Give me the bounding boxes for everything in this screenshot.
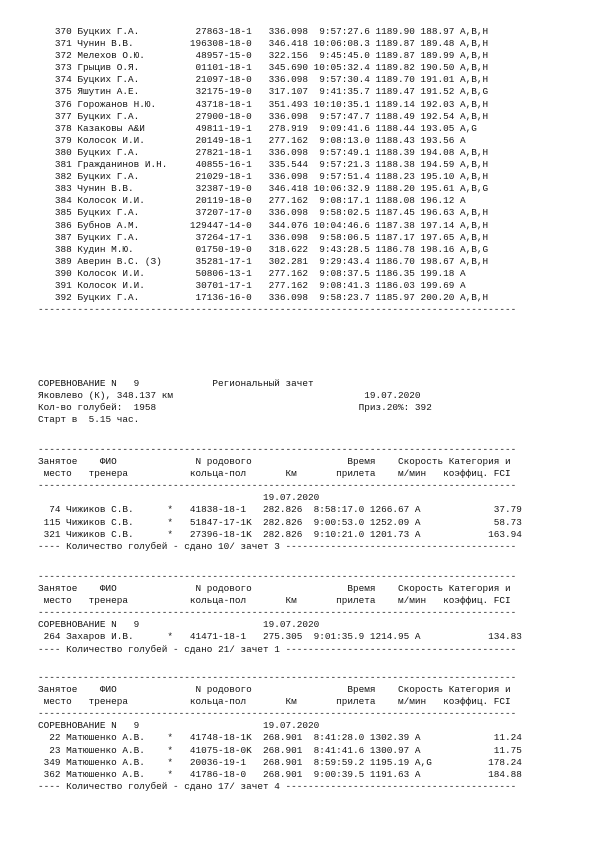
result-row: 384 Колосок И.И. 20119-18-0 277.162 9:08:17.1 1188.08 196.12 A xyxy=(38,195,466,207)
table-line: 23 Матюшенко А.В. * 41075-18-0K 268.901 8:41:41.6 1300.97 A 11.75 xyxy=(38,744,522,756)
pigeon-count: Кол-во голубей: 1958 Приз.20%: 392 xyxy=(38,402,432,414)
table-line: место тренера кольца-пол Км прилета м/мин коэффиц. FCI xyxy=(38,696,511,708)
table-line: 19.07.2020 xyxy=(38,492,320,504)
result-row: 383 Чунин В.В. 32387-19-0 346.418 10:06:32.9 1188.20 195.61 A,B,G xyxy=(38,183,489,195)
result-row: 379 Колосок И.И. 20149-18-1 277.162 9:08:13.0 1188.43 193.56 A xyxy=(38,134,466,146)
separator-line: ------------------------------------------------------------------------------------- xyxy=(38,571,517,582)
table-line: Занятое ФИО N родового Время Скорость Категория и xyxy=(38,583,511,595)
competition-location: Яковлево (К), 348.137 км 19.07.2020 xyxy=(38,390,421,402)
table-line: 362 Матюшенко А.В. * 41786-18-0 268.901 9:00:39.5 1191.63 A 184.88 xyxy=(38,768,522,780)
separator-line: ---- Количество голубей - сдано 17/ зачет 4 ----------------------------------------- xyxy=(38,780,517,792)
top-results-listing xyxy=(38,26,516,316)
result-row: 392 Буцких Г.А. 17136-16-0 336.098 9:58:23.7 1185.97 200.20 A,B,H xyxy=(38,292,489,304)
result-row: 374 Буцких Г.А. 21097-18-0 336.098 9:57:30.4 1189.70 191.01 A,B,H xyxy=(38,74,489,86)
result-row: 390 Колосок И.И. 50806-13-1 277.162 9:08:37.5 1186.35 199.18 A xyxy=(38,267,466,279)
result-row: 382 Буцких Г.А. 21029-18-1 336.098 9:57:51.4 1188.23 195.10 A,B,H xyxy=(38,171,489,183)
separator-line: ------------------------------------------------------------------------------------- xyxy=(38,444,517,455)
table-line: место тренера кольца-пол Км прилета м/мин коэффиц. FCI xyxy=(38,468,511,480)
table-line: 321 Чижиков С.В. * 27396-18-1K 282.826 9:10:21.0 1201.73 A 163.94 xyxy=(38,528,522,540)
result-row: 370 Буцких Г.А. 27863-18-1 336.098 9:57:27.6 1189.90 188.97 A,B,H xyxy=(38,26,489,37)
result-row: 386 Бубнов А.М. 129447-14-0 344.076 10:04:46.6 1187.38 197.14 A,B,H xyxy=(38,219,489,231)
result-row: 385 Буцких Г.А. 37207-17-0 336.098 9:58:02.5 1187.45 196.63 A,B,H xyxy=(38,207,489,219)
result-row: 372 Мелехов О.Ю. 48957-15-0 322.156 9:45:45.0 1189.87 189.99 A,B,H xyxy=(38,50,489,62)
table-line: 74 Чижиков С.В. * 41838-18-1 282.826 8:58:17.0 1266.67 A 37.79 xyxy=(38,504,522,516)
table-line: место тренера кольца-пол Км прилета м/мин коэффиц. FCI xyxy=(38,595,511,607)
table-line: СОРЕВНОВАНИЕ N 9 19.07.2020 xyxy=(38,720,320,732)
separator-line: ------------------------------------------------------------------------------------- xyxy=(38,480,517,492)
separator-line: ------------------------------------------------------------------------------------- xyxy=(38,672,517,683)
result-row: 380 Буцких Г.А. 27821-18-1 336.098 9:57:49.1 1188.39 194.08 A,B,H xyxy=(38,146,489,158)
result-row: 387 Буцких Г.А. 37264-17-1 336.098 9:58:06.5 1187.17 197.65 A,B,H xyxy=(38,231,489,243)
table-line: Занятое ФИО N родового Время Скорость Категория и xyxy=(38,456,511,468)
result-row: 389 Аверин В.С. (З) 35281-17-1 302.281 9:29:43.4 1186.70 198.67 A,B,H xyxy=(38,255,489,267)
competition-title: СОРЕВНОВАНИЕ N 9 Региональный зачет xyxy=(38,378,314,389)
table-line: Занятое ФИО N родового Время Скорость Категория и xyxy=(38,684,511,696)
result-row: 381 Гражданинов И.Н. 40855-16-1 335.544 9:57:21.3 1188.38 194.59 A,B,H xyxy=(38,159,489,171)
section-matyushenko xyxy=(38,672,522,793)
separator-line: ------------------------------------------------------------------------------------- xyxy=(38,607,517,619)
result-row: 378 Казаковы А&И 49811-19-1 278.919 9:09:41.6 1188.44 193.05 A,G xyxy=(38,122,477,134)
competition-header xyxy=(38,378,432,426)
separator-line: ---- Количество голубей - сдано 21/ зачет 1 ----------------------------------------- xyxy=(38,643,517,655)
result-row: 391 Колосок И.И. 30701-17-1 277.162 9:08:41.3 1186.03 199.69 A xyxy=(38,279,466,291)
table-line: 264 Захаров И.В. * 41471-18-1 275.305 9:01:35.9 1214.95 A 134.83 xyxy=(38,631,522,643)
result-row: 376 Горожанов Н.Ю. 43718-18-1 351.493 10:10:35.1 1189.14 192.03 A,B,H xyxy=(38,98,489,110)
table-line: 22 Матюшенко А.В. * 41748-18-1K 268.901 8:41:28.0 1302.39 A 11.24 xyxy=(38,732,522,744)
section-zakharov xyxy=(38,571,522,656)
result-row: 377 Буцких Г.А. 27900-18-0 336.098 9:57:47.7 1188.49 192.54 A,B,H xyxy=(38,110,489,122)
result-row: 375 Яшутин А.Е. 32175-19-0 317.107 9:41:35.7 1189.47 191.52 A,B,G xyxy=(38,86,489,98)
table-line: 115 Чижиков С.В. * 51847-17-1K 282.826 9:00:53.0 1252.09 A 58.73 xyxy=(38,516,522,528)
table-line: СОРЕВНОВАНИЕ N 9 19.07.2020 xyxy=(38,619,320,631)
result-row: 373 Грыцив О.Я. 01101-18-1 345.690 10:05:32.4 1189.82 190.50 A,B,H xyxy=(38,62,489,74)
table-line: 349 Матюшенко А.В. * 20036-19-1 268.901 8:59:59.2 1195.19 A,G 178.24 xyxy=(38,756,522,768)
section-chizhikov xyxy=(38,444,522,553)
start-time: Старт в 5.15 час. xyxy=(38,414,140,426)
separator-line: ------------------------------------------------------------------------------------- xyxy=(38,708,517,720)
result-row: 371 Чунин В.В. 196308-18-0 346.418 10:06:08.3 1189.87 189.48 A,B,H xyxy=(38,38,489,50)
separator-line: ------------------------------------------------------------------------------------- xyxy=(38,304,517,316)
result-row: 388 Кудин М.Ю. 01750-19-0 318.622 9:43:28.5 1186.78 198.16 A,B,G xyxy=(38,243,489,255)
separator-line: ---- Количество голубей - сдано 10/ зачет 3 ----------------------------------------- xyxy=(38,540,517,552)
